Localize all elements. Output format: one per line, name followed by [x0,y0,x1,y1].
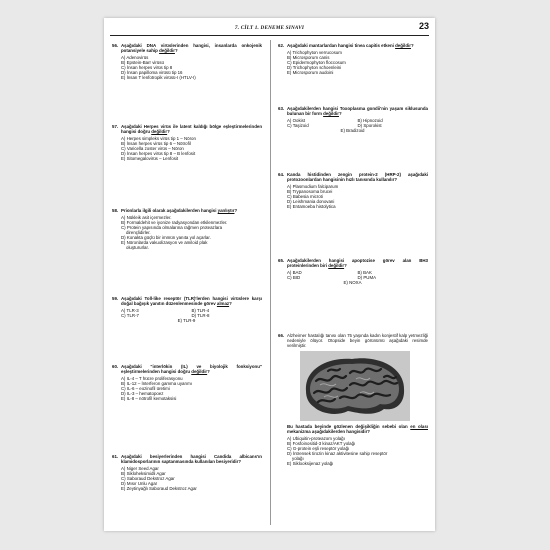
option-d: D) İntrensek tirozin kinaz aktivitesine sahip reseptör [287,451,388,457]
option-d-cont: yolağı [292,456,304,462]
question-text [287,43,428,48]
question-emphasis: değildir [191,369,208,375]
question-number: 59. [112,296,119,301]
option-c: C) IL-6 – eozinofil üretimi [121,385,170,391]
option-b: B) Formaldehit ve iyonize radyasyondan etkilenmezler. [121,219,228,225]
question-text [287,172,428,182]
option-c: C) Taşizoid [287,122,309,128]
option-a: A) TLR-3 [121,307,139,313]
question-number: 58. [112,208,119,213]
question-number: 65. [278,258,285,263]
option-b: B) Epstein-Barr virüsü [121,59,164,65]
question-number: 63. [278,106,285,111]
option-e: E) Bradizoid [340,127,365,133]
question-intro: Alzheimer hastalığı tanısı olan 75 yaşında kadın konjestif kalp yetmezliği nedeniyle ölüyor. Otopside beyin görünümü aşağıdaki resimde verilmiştir. [287,333,428,349]
question-stem-end: ? [234,208,238,213]
question-text [121,454,262,464]
answer-options [121,308,262,323]
question-text [287,106,428,116]
option-e: E) Zeytinyağlı Saboraud Dekstroz Agar [121,486,197,492]
question-number: 57. [112,124,119,129]
question-stem-end: ? [207,369,210,375]
option-b: B) TLR-4 [191,307,210,313]
answer-options [121,136,262,161]
question-text [287,258,428,268]
option-b: B) Trypanosoma brucei [287,188,333,194]
answer-options [121,55,262,80]
option-c: C) Epidermophyton floccosum [287,59,346,65]
option-e: E) Nöronlarda vakuolizasyon ve amiloid plak [121,240,208,246]
question-56 [112,43,262,80]
question-stem-end: ? [229,301,232,307]
option-e: E) NOXA [343,279,362,285]
option-d: D) İnsan papilloma virüsü tip 16 [121,69,183,75]
question-emphasis: değildir [159,48,175,54]
question-stem: Prionlarla ilgili olarak aşağıdakilerden hangisi [121,208,218,213]
option-e: E) Siklooksijenaz yolağı [287,461,334,467]
option-a: A) IL-4 – T hücre proliferasyonu [121,375,183,381]
question-60 [112,364,262,401]
option-d: D) Konakta güçlü bir immün yanıta yol açarlar. [121,234,211,240]
question-stem: Kanda histidinden zengin protein-2 (HRP-2) aşağıdaki protozoonlardan hangisinin hızlı tanısında kullanılır? [287,172,428,183]
question-emphasis: almaz [216,301,230,307]
question-62 [278,43,428,75]
question-61 [112,454,262,491]
exam-page [104,18,435,531]
question-number: 60. [112,364,119,369]
option-c: C) Saboraud Dekstroz Agar [121,475,175,481]
answer-options [287,50,428,75]
answer-options [287,118,428,133]
option-a: A) Adenovirüs [121,54,149,60]
option-c: C) İnsan herpes virüs tip 8 [121,64,173,70]
question-number: 64. [278,172,285,177]
option-b: B) BAK [357,269,372,275]
question-emphasis: değildir [395,43,411,48]
option-b: B) İnsan herpes virüs tip 6 – Nötrofil [121,140,191,146]
question-64 [278,172,428,209]
page-number: 23 [418,21,429,31]
question-emphasis: değildir [328,263,345,269]
question-stem: Aşağıdaki "interlökin (IL) ve biyolojik fonksiyonu" eşleştirmelerinden hangisi doğru [121,364,262,375]
question-stem-end: ? [174,48,178,54]
option-d: D) Leishmania donovani [287,198,335,204]
question-stem-end: ? [167,129,170,135]
option-c: C) G-protein eşli reseptör yolağı [287,446,350,452]
option-e: E) TLR-9 [177,317,196,323]
question-66 [278,333,428,467]
answer-options [287,270,428,285]
answer-options [287,184,428,209]
question-text [121,43,262,53]
option-b: B) Sikloheksimidli Agar [121,470,166,476]
question-stem-end: ? [338,111,342,117]
option-e: E) İnsan T lenfotropik virüsü-I (HTLV-I) [121,75,196,81]
exam-title: 7. CİLT 1. DENEME SINAVI [234,25,305,31]
option-c-cont: direnç​lidirler. [126,229,151,235]
option-e: E) Entamoeba histolytica [287,204,336,210]
option-d: D) PUMA [357,274,377,280]
question-59 [112,296,262,323]
question-text [121,208,262,213]
option-d: D) TLR-8 [191,312,210,318]
option-e-cont: oluştururlar. [126,245,149,251]
option-a: A) Plasmodium falciparum [287,183,339,189]
option-c: C) Varicella zoster virüs – Nöron [121,145,184,151]
option-d: D) Mısır Unlu Agar [121,480,158,486]
question-emphasis: en olası [410,424,428,430]
answer-options [121,215,262,251]
question-emphasis: değildir [323,111,339,117]
option-a: A) Niger Seed Agar [121,465,159,471]
option-a: A) Nükleik asit içermezler. [121,214,172,220]
brain-illustration [300,351,410,421]
option-c: C) BID [287,274,301,280]
answer-options [121,376,262,401]
option-d: D) İnsan herpes virüs tip 8 – B lenfosit [121,150,196,156]
question-number: 66. [278,333,285,338]
question-text [121,296,262,306]
option-e: E) IL-8 – nötrofil kemotaksisi [121,396,177,402]
question-text [287,424,428,434]
option-e: E) Microsporum audoini [287,69,334,75]
question-58 [112,208,262,250]
question-number: 61. [112,454,119,459]
question-stem: Aşağıdaki mantarlardan hangisi tinea capitis etkeni [287,43,396,48]
option-b: B) Fosfoinositid-3 kinaz/AKT yolağı [287,441,356,447]
question-emphasis: değildir [151,129,168,135]
option-b: B) Hipnozoid [357,117,383,123]
question-stem-end: ? [344,263,347,269]
question-stem: Aşağıdakilerden hangisi Toxoplasma gondii'nin yaşam siklusunda bulunan bir form [287,106,428,117]
page-header [104,18,435,38]
question-57 [112,124,262,161]
question-stem-end: mekanizma aşağıdakilerden hangisidir? [287,429,370,435]
question-65 [278,258,428,285]
question-text [121,124,262,134]
option-b: B) IL-12 – İnterferon gamma uyarımı [121,380,193,386]
answer-options [121,466,262,491]
option-a: A) BAD [287,269,302,275]
question-number: 62. [278,43,285,48]
option-d: D) Sporokist [357,122,382,128]
question-text [121,364,262,374]
option-a: A) Herpes simpleks virüs tip 1 – Nöron [121,135,196,141]
question-emphasis: yanlıştır [217,208,235,213]
option-d: D) IL-3 – hematopoez [121,390,164,396]
question-stem: Aşağıdaki besiyerlerinden hangisi Candida albicans'ın klamidosporlarının saptanmasında kullanılan besiyeridir? [121,454,262,465]
brain-autopsy-image [300,351,410,421]
question-stem: Bu hastada beyinde gözlenen değişikliğin sebebi olan [287,424,411,430]
question-stem: Aşağıdaki Toll-like reseptör (TLR)'lerden hangisi virüslere karşı doğal bağışık yanıtın düzenlenmesinde görev [121,296,262,307]
question-stem: Aşağıdaki Herpes virüs ile latent kaldığı bölge eşleştirmelerinden hangisi doğru [121,124,262,135]
option-c: C) TLR-7 [121,312,139,318]
option-a: A) Ookist [287,117,306,123]
option-a: A) Trichophyton verrucosum [287,49,342,55]
header-divider [110,35,429,36]
option-b: B) Microsporum canis [287,54,330,60]
question-stem: Aşağıdaki DNA virüslerinden hangisi, insanlarda onkojenik potansiyele sahip [121,43,262,54]
option-d: D) Trichophyton schoenleini [287,64,342,70]
option-a: A) Ubiquitin-proteazom yolağı [287,435,345,441]
option-e: E) Sitomegalovirüs – Lenfosit [121,156,179,162]
option-c: C) Protein yapısında olmalarına rağmen proteazlara [121,224,223,230]
option-c: C) Babesia microti [287,193,323,199]
question-stem-end: ? [410,43,414,48]
column-divider [270,40,271,525]
question-number: 56. [112,43,119,48]
question-63 [278,106,428,133]
answer-options [287,436,428,467]
question-stem: Aşağıdakilerden hangisi apoptozise görev alan BH3 proteinlerinden biri [287,258,428,269]
